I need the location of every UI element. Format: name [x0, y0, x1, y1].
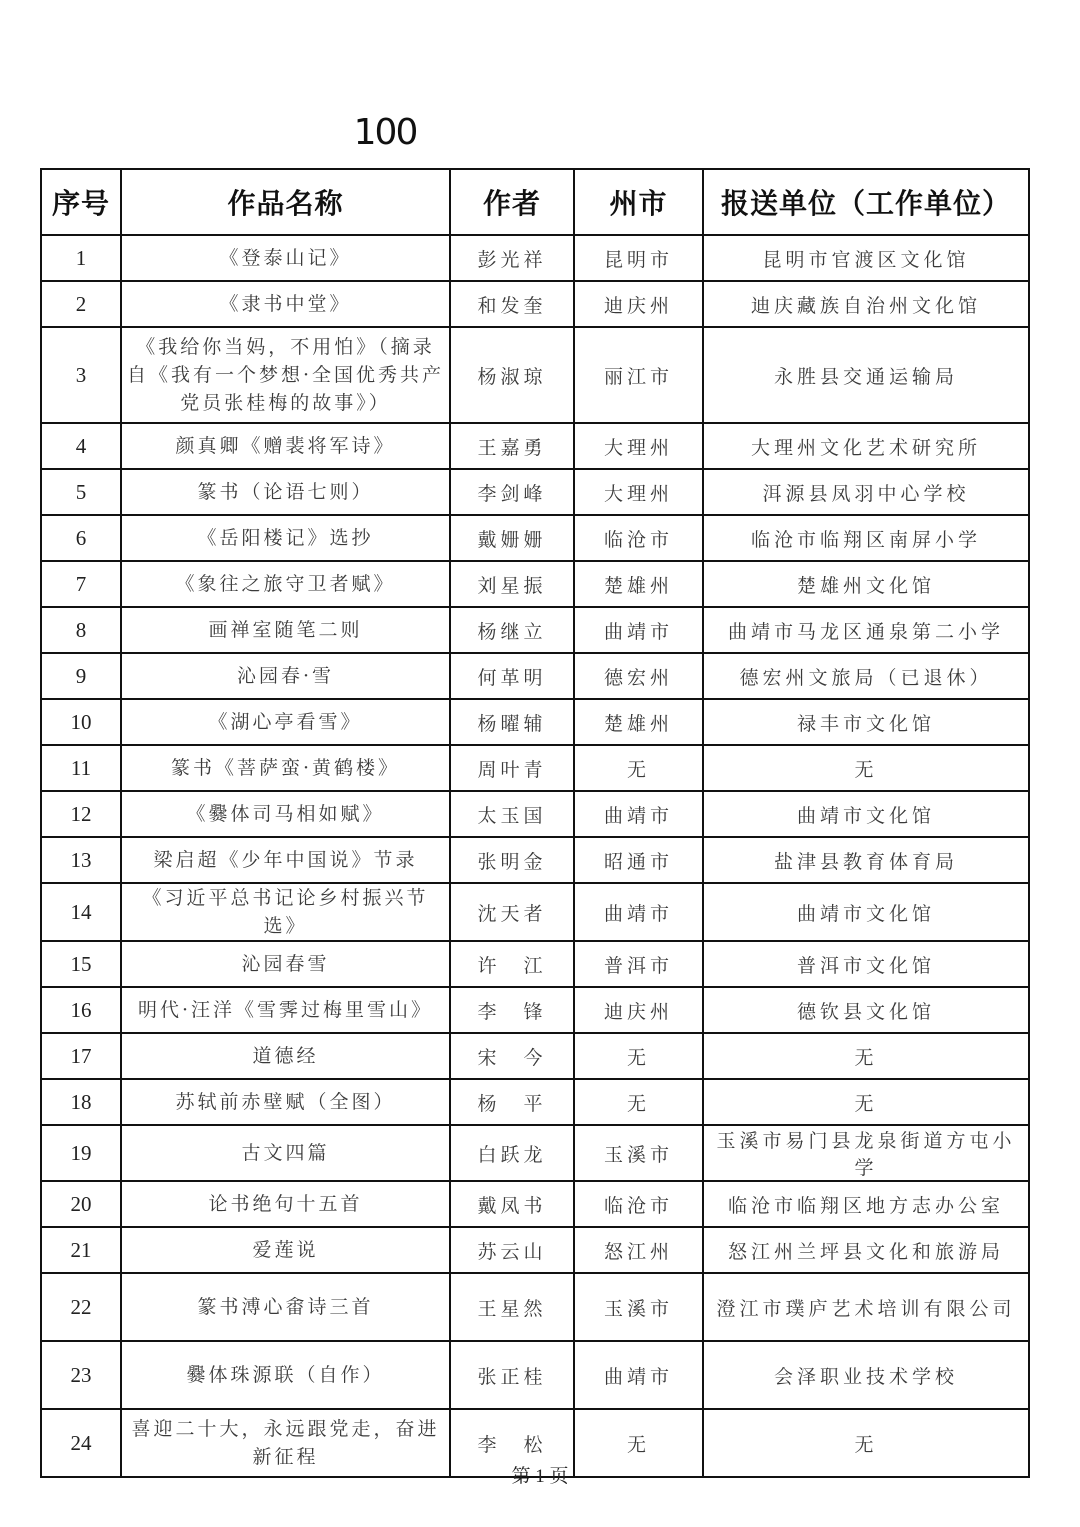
row-author: 戴姗姗: [450, 515, 574, 561]
row-unit: 澄江市璞庐艺术培训有限公司: [703, 1273, 1029, 1341]
table-row: [41, 791, 1029, 837]
table-row: [41, 327, 1029, 423]
row-author: 苏云山: [450, 1227, 574, 1273]
row-city: 德宏州: [574, 653, 703, 699]
row-city: 玉溪市: [574, 1125, 703, 1181]
row-title: 爨体珠源联（自作）: [121, 1341, 450, 1409]
row-title: 画禅室随笔二则: [121, 607, 450, 653]
row-title: 道德经: [121, 1033, 450, 1079]
table-row: [41, 1273, 1029, 1341]
row-author: 何革明: [450, 653, 574, 699]
row-unit: 洱源县凤羽中心学校: [703, 469, 1029, 515]
header-title: 作品名称: [121, 169, 450, 235]
table-row: [41, 515, 1029, 561]
row-index: 5: [41, 469, 121, 515]
row-title: 古文四篇: [121, 1125, 450, 1181]
row-author: 许 江: [450, 941, 574, 987]
row-city: 迪庆州: [574, 987, 703, 1033]
row-unit: 禄丰市文化馆: [703, 699, 1029, 745]
row-city: 楚雄州: [574, 699, 703, 745]
row-index: 13: [41, 837, 121, 883]
row-index: 11: [41, 745, 121, 791]
table-row: [41, 837, 1029, 883]
row-unit: 曲靖市文化馆: [703, 883, 1029, 941]
row-index: 22: [41, 1273, 121, 1341]
row-author: 杨淑琼: [450, 327, 574, 423]
row-index: 20: [41, 1181, 121, 1227]
row-city: 临沧市: [574, 515, 703, 561]
row-index: 4: [41, 423, 121, 469]
row-index: 7: [41, 561, 121, 607]
row-title: 论书绝句十五首: [121, 1181, 450, 1227]
row-city: 曲靖市: [574, 607, 703, 653]
row-index: 12: [41, 791, 121, 837]
row-city: 楚雄州: [574, 561, 703, 607]
row-author: 杨曜辅: [450, 699, 574, 745]
header-author: 作者: [450, 169, 574, 235]
row-title: 爱莲说: [121, 1227, 450, 1273]
row-unit: 永胜县交通运输局: [703, 327, 1029, 423]
row-title: 苏轼前赤壁赋（全图）: [121, 1079, 450, 1125]
header-index: 序号: [41, 169, 121, 235]
row-author: 李 锋: [450, 987, 574, 1033]
row-index: 2: [41, 281, 121, 327]
table-row: [41, 941, 1029, 987]
row-index: 17: [41, 1033, 121, 1079]
row-city: 无: [574, 1409, 703, 1477]
table-row: [41, 235, 1029, 281]
table-row: [41, 1227, 1029, 1273]
row-index: 3: [41, 327, 121, 423]
row-author: 周叶青: [450, 745, 574, 791]
row-index: 6: [41, 515, 121, 561]
table-row: [41, 1079, 1029, 1125]
row-index: 19: [41, 1125, 121, 1181]
row-index: 14: [41, 883, 121, 941]
table-row: [41, 561, 1029, 607]
row-author: 沈天者: [450, 883, 574, 941]
row-author: 和发奎: [450, 281, 574, 327]
row-author: 李剑峰: [450, 469, 574, 515]
row-unit: 玉溪市易门县龙泉街道方屯小学: [703, 1125, 1029, 1181]
row-index: 1: [41, 235, 121, 281]
table-row: [41, 1181, 1029, 1227]
table-row: [41, 469, 1029, 515]
row-author: 王嘉勇: [450, 423, 574, 469]
row-unit: 德钦县文化馆: [703, 987, 1029, 1033]
table-row: [41, 1033, 1029, 1079]
row-author: 彭光祥: [450, 235, 574, 281]
table-row: [41, 699, 1029, 745]
row-title: 《爨体司马相如赋》: [121, 791, 450, 837]
document-title: 100: [353, 112, 417, 153]
row-city: 昭通市: [574, 837, 703, 883]
row-title: 篆书（论语七则）: [121, 469, 450, 515]
row-index: 8: [41, 607, 121, 653]
row-title: 篆书溥心畬诗三首: [121, 1273, 450, 1341]
row-unit: 无: [703, 1033, 1029, 1079]
row-author: 李 松: [450, 1409, 574, 1477]
row-city: 大理州: [574, 423, 703, 469]
row-city: 无: [574, 1033, 703, 1079]
row-unit: 会泽职业技术学校: [703, 1341, 1029, 1409]
row-unit: 曲靖市文化馆: [703, 791, 1029, 837]
row-title: 《湖心亭看雪》: [121, 699, 450, 745]
row-unit: 无: [703, 745, 1029, 791]
table-row: [41, 987, 1029, 1033]
row-title: 沁园春·雪: [121, 653, 450, 699]
row-title: 喜迎二十大，永远跟党走，奋进新征程: [121, 1409, 450, 1477]
row-author: 刘星振: [450, 561, 574, 607]
row-unit: 迪庆藏族自治州文化馆: [703, 281, 1029, 327]
row-title: 明代·汪洋《雪霁过梅里雪山》: [121, 987, 450, 1033]
page-number: 第 1 页: [511, 1466, 569, 1487]
row-index: 24: [41, 1409, 121, 1477]
row-city: 曲靖市: [574, 883, 703, 941]
row-unit: 普洱市文化馆: [703, 941, 1029, 987]
row-city: 临沧市: [574, 1181, 703, 1227]
row-city: 普洱市: [574, 941, 703, 987]
row-index: 16: [41, 987, 121, 1033]
row-author: 杨继立: [450, 607, 574, 653]
entries-table: [40, 168, 1030, 1478]
row-unit: 怒江州兰坪县文化和旅游局: [703, 1227, 1029, 1273]
row-title: 梁启超《少年中国说》节录: [121, 837, 450, 883]
row-title: 《我给你当妈，不用怕》（摘录自《我有一个梦想·全国优秀共产党员张桂梅的故事》）: [121, 327, 450, 423]
row-title: 《岳阳楼记》选抄: [121, 515, 450, 561]
row-city: 曲靖市: [574, 791, 703, 837]
row-city: 昆明市: [574, 235, 703, 281]
row-unit: 临沧市临翔区地方志办公室: [703, 1181, 1029, 1227]
row-city: 大理州: [574, 469, 703, 515]
table-row: [41, 281, 1029, 327]
row-author: 杨 平: [450, 1079, 574, 1125]
row-title: 《登泰山记》: [121, 235, 450, 281]
row-index: 10: [41, 699, 121, 745]
header-unit: 报送单位（工作单位）: [703, 169, 1029, 235]
row-index: 9: [41, 653, 121, 699]
row-author: 王星然: [450, 1273, 574, 1341]
row-unit: 楚雄州文化馆: [703, 561, 1029, 607]
row-index: 15: [41, 941, 121, 987]
table-row: [41, 883, 1029, 941]
row-title: 篆书《菩萨蛮·黄鹤楼》: [121, 745, 450, 791]
row-title: 颜真卿《赠裴将军诗》: [121, 423, 450, 469]
row-index: 21: [41, 1227, 121, 1273]
table-row: [41, 1341, 1029, 1409]
table-row: [41, 653, 1029, 699]
row-city: 曲靖市: [574, 1341, 703, 1409]
row-city: 怒江州: [574, 1227, 703, 1273]
row-index: 23: [41, 1341, 121, 1409]
row-unit: 曲靖市马龙区通泉第二小学: [703, 607, 1029, 653]
row-author: 白跃龙: [450, 1125, 574, 1181]
row-unit: 德宏州文旅局（已退休）: [703, 653, 1029, 699]
table-header-row: [41, 169, 1029, 235]
table-row: [41, 607, 1029, 653]
row-title: 《习近平总书记论乡村振兴节选》: [121, 883, 450, 941]
row-author: 宋 今: [450, 1033, 574, 1079]
table-row: [41, 423, 1029, 469]
row-unit: 无: [703, 1409, 1029, 1477]
row-title: 《隶书中堂》: [121, 281, 450, 327]
header-city: 州市: [574, 169, 703, 235]
row-author: 太玉国: [450, 791, 574, 837]
row-unit: 临沧市临翔区南屏小学: [703, 515, 1029, 561]
row-city: 迪庆州: [574, 281, 703, 327]
row-author: 张明金: [450, 837, 574, 883]
row-unit: 盐津县教育体育局: [703, 837, 1029, 883]
row-index: 18: [41, 1079, 121, 1125]
row-city: 丽江市: [574, 327, 703, 423]
row-author: 戴凤书: [450, 1181, 574, 1227]
table-row: [41, 745, 1029, 791]
row-unit: 大理州文化艺术研究所: [703, 423, 1029, 469]
row-author: 张正桂: [450, 1341, 574, 1409]
row-unit: 无: [703, 1079, 1029, 1125]
row-title: 《象往之旅守卫者赋》: [121, 561, 450, 607]
row-city: 无: [574, 1079, 703, 1125]
row-city: 无: [574, 745, 703, 791]
row-title: 沁园春雪: [121, 941, 450, 987]
row-city: 玉溪市: [574, 1273, 703, 1341]
row-unit: 昆明市官渡区文化馆: [703, 235, 1029, 281]
table-row: [41, 1125, 1029, 1181]
